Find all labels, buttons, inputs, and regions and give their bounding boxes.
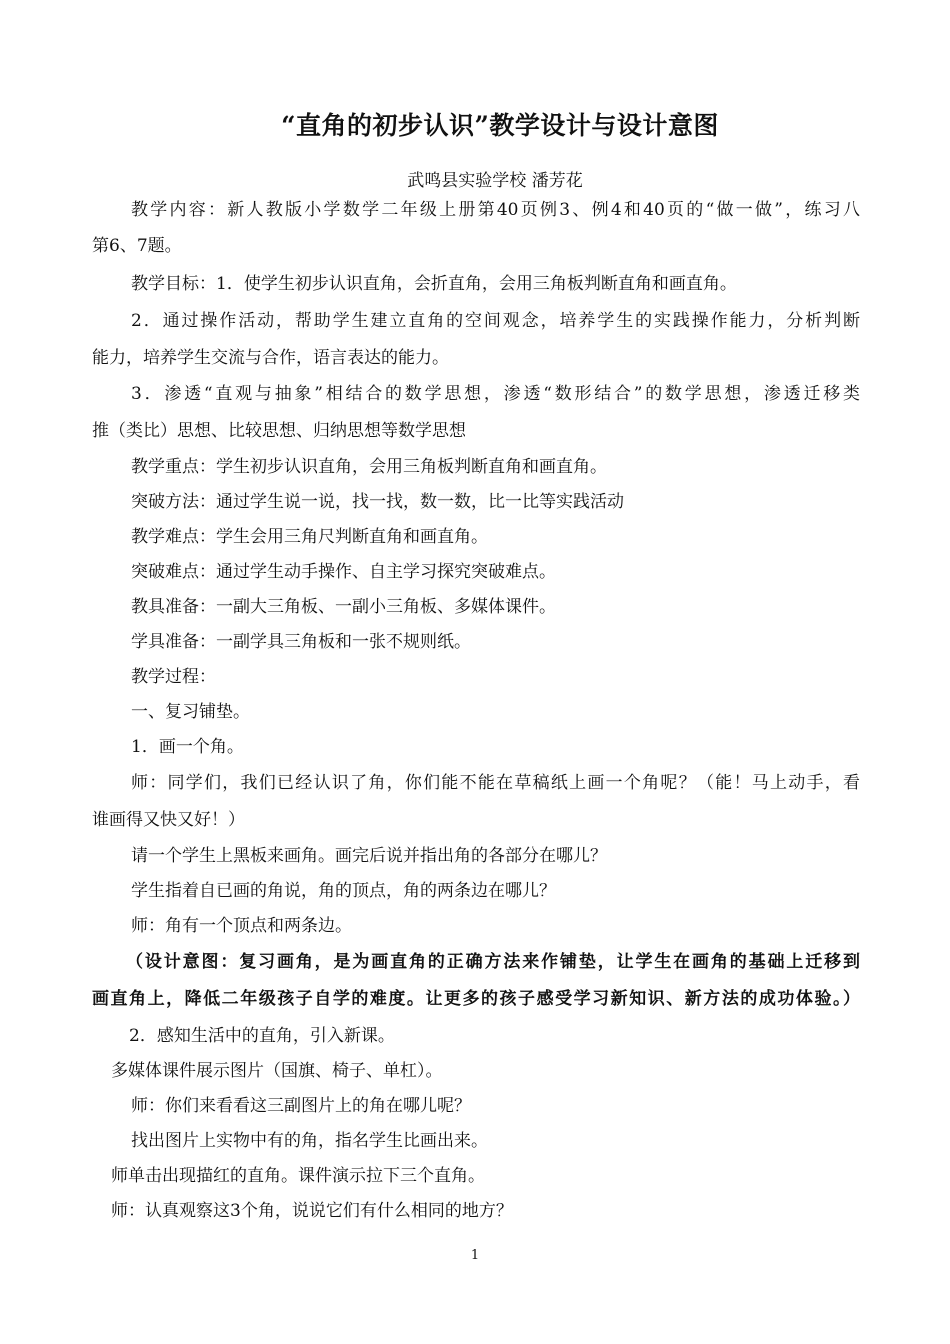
subsection-heading: 2．感知生活中的直角，引入新课。 <box>129 1026 395 1046</box>
page-number: 1 <box>470 1248 480 1263</box>
paragraph-line: 突破难点：通过学生动手操作、自主学习探究突破难点。 <box>131 562 556 582</box>
paragraph-line: 师：角有一个顶点和两条边。 <box>131 916 352 936</box>
paragraph-line: 学具准备：一副学具三角板和一张不规则纸。 <box>131 632 471 652</box>
section-heading: 一、复习铺垫。 <box>131 702 250 722</box>
document-title: “直角的初步认识”教学设计与设计意图 <box>281 111 719 140</box>
paragraph-line: 3．渗透“直观与抽象”相结合的数学思想，渗透“数形结合”的数学思想，渗透迁移类 <box>131 384 860 404</box>
paragraph-line: 教学难点：学生会用三角尺判断直角和画直角。 <box>131 527 488 547</box>
paragraph-line: 师单击出现描红的直角。课件演示拉下三个直角。 <box>111 1166 485 1186</box>
paragraph-line: 能力，培养学生交流与合作，语言表达的能力。 <box>92 348 449 368</box>
paragraph-line: 突破方法：通过学生说一说，找一找，数一数，比一比等实践活动 <box>131 492 624 512</box>
paragraph-line: 师：同学们，我们已经认识了角，你们能不能在草稿纸上画一个角呢？（能！马上动手，看 <box>131 773 860 793</box>
paragraph-line: 教学目标：1．使学生初步认识直角，会折直角，会用三角板判断直角和画直角。 <box>131 274 737 294</box>
paragraph-line: 教学过程： <box>131 667 216 687</box>
paragraph-line: 教学内容：新人教版小学数学二年级上册第40页例3、例4和40页的“做一做”，练习八 <box>131 200 860 220</box>
paragraph-line: 师：你们来看看这三副图片上的角在哪儿呢？ <box>131 1096 471 1116</box>
paragraph-line: 推（类比）思想、比较思想、归纳思想等数学思想 <box>92 421 466 441</box>
paragraph-line: 找出图片上实物中有的角，指名学生比画出来。 <box>131 1131 488 1151</box>
paragraph-line: 谁画得又快又好！） <box>92 810 245 830</box>
design-intent-line: （设计意图：复习画角，是为画直角的正确方法来作铺垫，让学生在画角的基础上迁移到 <box>126 952 860 972</box>
author-line: 武鸣县实验学校 潘芳花 <box>407 171 583 191</box>
paragraph-line: 师：认真观察这3个角，说说它们有什么相同的地方？ <box>111 1201 513 1221</box>
paragraph-line: 2．通过操作活动，帮助学生建立直角的空间观念，培养学生的实践操作能力，分析判断 <box>131 311 860 331</box>
paragraph-line: 学生指着自已画的角说，角的顶点，角的两条边在哪儿？ <box>131 881 556 901</box>
paragraph-line: 教具准备：一副大三角板、一副小三角板、多媒体课件。 <box>131 597 556 617</box>
paragraph-line: 多媒体课件展示图片（国旗、椅子、单杠）。 <box>111 1061 443 1081</box>
subsection-heading: 1．画一个角。 <box>131 737 244 757</box>
paragraph-line: 第6、7题。 <box>92 236 182 256</box>
design-intent-line: 画直角上，降低二年级孩子自学的难度。让更多的孩子感受学习新知识、新方法的成功体验。） <box>92 989 860 1009</box>
paragraph-line: 请一个学生上黑板来画角。画完后说并指出角的各部分在哪儿？ <box>131 846 607 866</box>
paragraph-line: 教学重点：学生初步认识直角，会用三角板判断直角和画直角。 <box>131 457 607 477</box>
